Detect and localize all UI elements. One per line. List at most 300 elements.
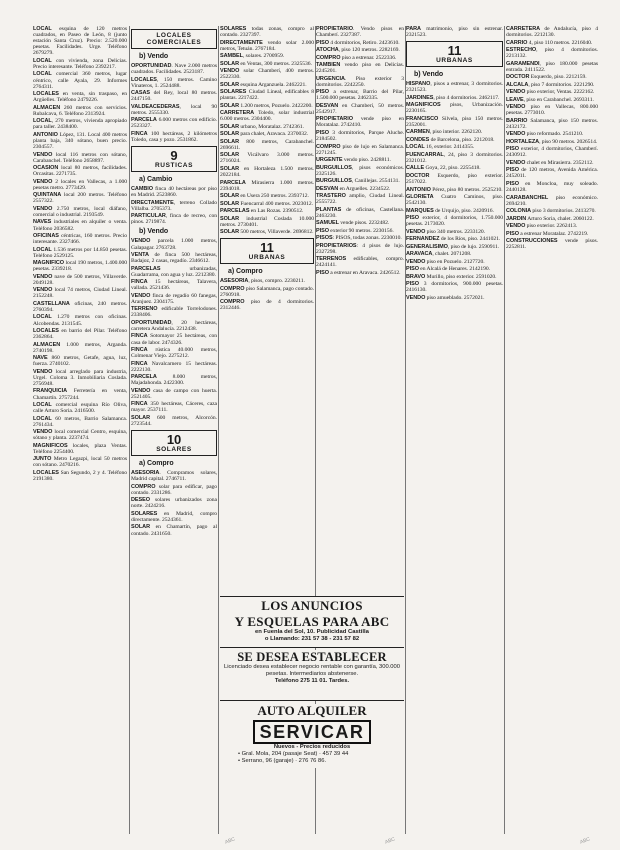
listing-keyword: LOCAL <box>33 71 52 78</box>
listing-keyword: PISO <box>406 215 419 222</box>
listings-c <box>131 238 217 427</box>
listing: ASESORIA. Compramos solares, Madrid capital. 2746711. <box>131 470 217 483</box>
listings-d <box>131 470 217 537</box>
listing-keyword: ANTONIO <box>406 186 431 193</box>
listing-keyword: VENDO <box>506 89 526 96</box>
listing: VENTA de finca 500 hectáreas, Badajoz, 2 casas, regadío. 2346612. <box>131 252 217 265</box>
listing-keyword: JUNTO <box>33 456 52 463</box>
listing-keyword: PISO <box>506 230 519 237</box>
section-name: URBANAS <box>436 57 473 65</box>
column-4 <box>316 26 404 594</box>
listing-keyword: ANTONIO <box>33 131 58 138</box>
listing: LOCAL comercial 360 metros, lugar céntrico, calle Ayala, 29. Informes 2764311. <box>33 71 127 90</box>
listing-keyword: ASESORIA <box>220 278 249 285</box>
listing-keyword: URGENCIA <box>316 75 345 82</box>
ad-anuncios-abc <box>220 596 404 648</box>
listing: SOLAR en Usera 250 metros. 2393712. <box>220 193 309 200</box>
subsection-label: a) Compro <box>228 268 263 276</box>
ad-se-desea-establecer <box>220 650 404 701</box>
listing-keyword: PISO <box>316 129 329 136</box>
listing-keyword: LOCAL <box>33 415 52 422</box>
listing: PARCELA Mirasierra 1.000 metros. 2394018. <box>220 179 314 192</box>
listing-keyword: LOCAL <box>33 402 52 409</box>
listing: LOCAL 60 metros, Barrio Salamanca. 2761434. <box>33 415 127 428</box>
listing: DIRECTAMENTE, terreno Collado Villalba. 2705373. <box>131 199 217 212</box>
listing-keyword: PISO <box>316 39 329 46</box>
listing-keyword: COMPRO <box>131 483 156 490</box>
listing-keyword: LOCALES <box>33 328 59 335</box>
listing: HISPANO, pisos a estrenar, 3 dormitorios. 2321523. <box>406 81 503 94</box>
listing-keyword: ESTRECHO <box>506 47 537 54</box>
listing: SOLAR 800 metros, Carabanchel. 2696611. <box>220 138 314 151</box>
listing: LOCAL esquina de 120 metros cuadrados, en Paseo de León, 8 (junto estación Santa Cruz). Precio: 2.520.000 pesetas. Facilidades. Urge. Teléfono 2679279. <box>33 26 127 57</box>
listing: LOCAL, 270 metros, vivienda apropiado para taller. 2438400. <box>33 118 127 131</box>
subsection-label: b) Vendo <box>414 71 444 79</box>
listing: SOLAR urbano, Moratalaz. 2742361. <box>220 123 304 130</box>
listing-keyword: CONDES <box>406 136 430 143</box>
ad-address: • Serrano, 96 (garaje) · 276 76 86. <box>238 758 327 764</box>
listing-keyword: VALDEACEDERAS <box>131 103 180 110</box>
section-name: SOLARES <box>156 446 192 454</box>
listing-keyword: URGENTE <box>316 157 343 164</box>
ad-line: o Llamando: 231 57 38 - 231 57 82 <box>264 636 360 642</box>
subsection-label: a) Cambio <box>139 176 173 184</box>
listing: ASESORIA, pisos, compro. 2230211. <box>220 278 305 285</box>
ad-brand: SERVICAR <box>253 720 372 744</box>
section-number: 11 <box>447 43 462 59</box>
listing: SOLAR en Ventas, 300 metros. 2325536. <box>220 60 312 67</box>
listing-keyword: DESVAN <box>316 102 339 109</box>
listing-keyword: CASTELLANA <box>33 300 70 307</box>
section-name: LOCALES COMERCIALES <box>146 32 202 46</box>
listing: FRANQUICIA Ferretería en venta, Chamartín. 2757244. <box>33 388 127 401</box>
listing: VENDO local comercial Centro, esquina, sótano y planta. 2237474. <box>33 429 127 442</box>
listing: FINCA 100 hectáreas, 2 kilómetros Toledo, casa y pozo. 2531862. <box>131 130 217 143</box>
listing-keyword: CARABANCHEL <box>506 194 549 201</box>
listing: FINCA Navalcarnero 15 hectáreas. 2222130. <box>131 360 217 373</box>
listing: PISO de 120 metros, Avenida América. 2452011. <box>506 167 598 180</box>
listing-keyword: LOCAL <box>406 144 425 151</box>
listing-keyword: FERNANDEZ <box>406 236 440 243</box>
listing: SOLARES todas zonas, compro al contado. 2327397. <box>220 26 314 39</box>
listing-keyword: PLANTAS <box>316 206 342 213</box>
listing-keyword: HORTALEZA <box>506 138 540 145</box>
listing: PISO exterior 90 metros. 2230156. <box>316 227 394 234</box>
listing-keyword: VENDO <box>506 104 526 111</box>
listing: ALCALA, piso 7 dormitorios. 2221290. <box>506 81 595 88</box>
listing: VENDO casa de campo con huerta. 2521405. <box>131 387 217 400</box>
column-3 <box>220 26 314 594</box>
listing-keyword: JARDIN <box>506 215 527 222</box>
listing: LOCAL con vivienda, zona Delicias. Precio interesante. Teléfono 2392217. <box>33 57 127 70</box>
listing-keyword: SOLAR <box>220 102 240 109</box>
listing-keyword: VENDO <box>506 159 526 166</box>
listing-keyword: DOCTOR <box>406 172 430 179</box>
listing: PARCELAS urbanizadas, Guadarrama, con agua y luz. 2212380. <box>131 265 217 278</box>
listing-keyword: COMPRO <box>220 299 245 306</box>
listing-keyword: CONSTRUCCIONES <box>506 238 558 245</box>
listing-keyword: SOLAR <box>220 165 240 172</box>
ad-heading: SE DESEA ESTABLECER <box>237 650 387 664</box>
listing: PISO en Alcalá de Henares. 2142190. <box>406 266 490 273</box>
listings-b <box>131 186 217 225</box>
listing-keyword: FINCA <box>131 401 148 408</box>
listing: PISO a estrenar Moratalaz. 2742219. <box>506 230 589 237</box>
column-rule <box>129 26 130 834</box>
listing: VALDEACEDERAS, local 90 metros. 2555330. <box>131 103 217 116</box>
listing: SOLAR para chalet, Aravaca. 2370032. <box>220 131 309 138</box>
column-6 <box>506 26 598 834</box>
listing: BARRIO Salamanca, piso 150 metros. 2432172. <box>506 117 598 130</box>
listing-keyword: TERRENOS <box>316 256 347 263</box>
listing-keyword: GENERALISIMO <box>406 243 448 250</box>
section-name: URBANAS <box>248 254 286 262</box>
listing-keyword: SOLAR <box>131 524 151 531</box>
ad-heading: LOS ANUNCIOS <box>261 598 363 613</box>
listing-keyword: PROPIETARIO <box>316 26 353 32</box>
column-rule <box>504 26 505 834</box>
listing-keyword: VENDO <box>506 223 526 230</box>
listing: PISO en Moncloa, muy soleado. 2440128. <box>506 180 598 194</box>
listing: SOLARES en Madrid, compro directamente. 2524361. <box>131 510 217 523</box>
listing: CONSTRUCCIONES vende pisos. 2252811. <box>506 238 598 251</box>
listings-b <box>220 278 314 311</box>
listing-keyword: BURGUILLOS <box>316 164 352 171</box>
ad-servicar <box>220 704 404 768</box>
listing-keyword: FRANCISCO <box>406 115 439 122</box>
listing-keyword: TAMBIEN <box>316 62 341 69</box>
subsection-label: b) Vendo <box>139 53 169 60</box>
listing: COMPRO piso a estrenar. 2522336. <box>316 54 397 61</box>
section-number: 10 <box>166 432 182 448</box>
listing: VENDO piso en Pozuelo. 2127720. <box>406 258 485 265</box>
listing-keyword: LOCAL <box>33 57 52 64</box>
listing-keyword: BURGUILLOS <box>316 178 352 185</box>
listing-keyword: OCASION <box>33 165 59 172</box>
listing: ESTRECHO, piso 4 dormitorios. 2213132. <box>506 47 598 60</box>
listing-keyword: OPORTUNIDAD <box>131 63 172 69</box>
listing: ALMACEN 1.000 metros, Arganda. 2740198. <box>33 341 127 354</box>
listing: OFICINAS céntricas, 160 metros. Precio interesante. 2327466. <box>33 232 127 246</box>
listing: JARDIN Arturo Soria, chalet. 2060122. <box>506 215 594 222</box>
listing: GENERALISIMO, piso de lujo. 2590911. <box>406 243 500 250</box>
listing: SAMUEL vende pisos. 2232482. <box>316 220 390 227</box>
listing: CASTELLANA oficinas, 240 metros. 2760394. <box>33 300 127 313</box>
listing: COLONIA piso 3 dormitorios. 2413270. <box>506 208 596 215</box>
listing: SOLAR esquina Arganzuela. 2462221. <box>220 81 307 88</box>
listing-keyword: FINCA <box>131 279 148 286</box>
listing: CALLE Goya, 22, piso. 2255418. <box>406 165 481 172</box>
listing-keyword: HISPANO <box>406 81 431 88</box>
listing-keyword: ASESORIA <box>131 470 160 477</box>
listing: LOCALES en venta, sin traspaso, en Argüelles. Teléfono 2479226. <box>33 91 127 104</box>
listing: JUNTO Metro Legazpi, local 50 metros con sótano. 2470216. <box>33 456 127 469</box>
listing: PARCELA 8.000 metros, Majadahonda. 2422300. <box>131 374 217 387</box>
listing: OPORTUNIDAD. Nave 2.000 metros cuadrados. Facilidades. 2523187. <box>131 63 217 76</box>
listing-keyword: VENDO <box>131 387 151 394</box>
listing-keyword: SOLAR <box>220 138 240 145</box>
listing-keyword: LOCALES <box>33 91 59 98</box>
listing: FINCA rústica 40.000 metros, Colmenar Viejo. 2275212. <box>131 347 217 360</box>
listing-keyword: LOCAL <box>33 118 52 125</box>
listing-keyword: PISO <box>316 89 329 96</box>
listing: TAMBIEN vendo piso en Delicias. 2245201. <box>316 62 404 75</box>
subsection-label: a) Compro <box>139 460 174 468</box>
listing: LOCAL 1.536 metros por 14.850 pesetas. Teléfono 2529125. <box>33 246 127 259</box>
listing-keyword: NAVES <box>33 219 52 226</box>
section-header-urbanas <box>220 238 314 264</box>
listing: FINCA 350 hectáreas, Cáceres, caza mayor. 2537111. <box>131 401 217 414</box>
listing-keyword: DESVAN <box>316 185 339 192</box>
listing: SAMBEL, solares. 2700959. <box>220 53 285 60</box>
listing: PISO a estrenar, Barrio del Pilar, 1.500.000 pesetas. 2462335. <box>316 89 404 102</box>
listing-keyword: SOLAR <box>220 131 240 138</box>
listing-keyword: FINCA <box>131 333 148 340</box>
listings-a <box>131 63 217 143</box>
listing-keyword: SOLAR <box>220 60 240 67</box>
listing: JARDINES, piso 4 dormitorios. 2462117. <box>406 94 500 101</box>
listing-keyword: COMPRO <box>220 285 245 292</box>
listing: FRANCISCO Silvela, piso 150 metros. 2352001. <box>406 115 503 128</box>
listing: DESVAN en Chamberí, 50 metros. 2542917. <box>316 102 404 115</box>
listing: CASAS del Rey, local 80 metros. 2447150. <box>131 90 217 103</box>
listing: VENDO piso reformado. 2541210. <box>506 131 584 138</box>
listing: VENDO local 116 metros con sótano, Carabanchel. Teléfono 2658897. <box>33 151 127 164</box>
listing-keyword: PISO <box>316 269 329 276</box>
listing-keyword: CARRETERA <box>220 110 255 117</box>
listing: CARABANCHEL piso económico. 2694210. <box>506 194 598 207</box>
listing: PARCELAS en Las Rozas. 2390512. <box>220 208 304 215</box>
column-2 <box>131 26 217 834</box>
listing: FINCA 15 hectáreas, Talavera, vallada. 2521436. <box>131 279 217 292</box>
listing: VENDO local 74 metros, Ciudad Lineal. 2152248. <box>33 287 127 300</box>
listing: PROPIETARIO. Vendo pisos en Chamberí. 2327387. <box>316 26 404 39</box>
listing-keyword: MAGNIFICOS <box>33 442 68 449</box>
listing-keyword: ALMACEN <box>33 104 61 111</box>
listing-keyword: TERRENO <box>131 306 158 313</box>
section-header-urbanas-vendo <box>406 41 503 67</box>
listing-keyword: FINCA <box>131 347 148 354</box>
listing-keyword: MAGNIFICOS <box>406 102 441 109</box>
listing: COMPRO piso Salamanca, pago contado. 2760918. <box>220 285 314 298</box>
listing-keyword: CARRIO <box>506 39 528 46</box>
listing-keyword: LOCALES <box>131 76 157 83</box>
listing: SOLAR en Chamartín, pago al contado. 2431650. <box>131 524 217 537</box>
listing-keyword: COMPRO <box>316 54 341 61</box>
listing-keyword: GLORIETA <box>406 193 434 200</box>
listing: CARRETERA Toledo, solar industrial 6.000 metros. 2304400. <box>220 110 314 123</box>
subsection-label: b) Vendo <box>139 228 169 236</box>
listing: MAGNIFICOS pisos, Urbanización. 2230165. <box>406 102 503 115</box>
listing-keyword: VENDO <box>33 287 53 294</box>
ad-line: Teléfono 275 11 01. Tardes. <box>274 677 350 684</box>
watermark-mark: ABC <box>384 836 396 846</box>
listing-keyword: VENDO <box>33 273 53 280</box>
listing: ANTONIO Pérez, piso 80 metros. 2525210. <box>406 186 503 193</box>
listing: SOLARES Ciudad Lineal, edificables 8 plantas. 2217422. <box>220 89 314 102</box>
listing-keyword: ALMACEN <box>33 341 61 348</box>
listing-keyword: SOLAR <box>220 152 240 159</box>
listing: GLORIETA Cuatro Caminos, piso. 2542130. <box>406 193 503 207</box>
listing-keyword: PARA <box>406 26 421 32</box>
listing: ATOCHA, piso 120 metros. 2282169. <box>316 47 400 54</box>
listing-keyword: SOLAR <box>220 215 240 222</box>
section-header-locales <box>131 29 217 49</box>
section-number: 9 <box>170 148 178 164</box>
listing-keyword: CARMEN <box>406 129 430 136</box>
listing-keyword: FUENCARRAL <box>406 151 444 158</box>
listing-keyword: TRASTERO <box>316 193 346 200</box>
listing-keyword: PISOS <box>316 235 333 242</box>
listing: VENDO piso exterior. 2262413. <box>506 223 578 230</box>
listing: VENDO parcela 1.000 metros, Galapagar. 2763728. <box>131 238 217 251</box>
listing-keyword: VENDO <box>131 292 151 299</box>
listing-keyword: SOLAR <box>220 81 240 88</box>
listing: PISOS: PISOS, todas zonas. 2230010. <box>316 235 402 242</box>
listing: MAGNIFICO local 190 metros, 1.400.000 pesetas. 2339218. <box>33 260 127 273</box>
listing-keyword: PARTICULAR <box>131 213 166 220</box>
listing: PISO exterior, 4 dormitorios, Chamberí. 2430912. <box>506 146 598 159</box>
column-rule <box>218 26 219 834</box>
listing: VENDO 2 locales en Vallecas, a 1.000 pesetas metro. 2773429. <box>33 178 127 191</box>
listings-b <box>406 81 503 301</box>
listing: DIRECTAMENTE vendo solar 2.000 metros, Tetuán. 2767184. <box>220 39 314 52</box>
listing: DESVAN en Arguelles. 2234522. <box>316 185 391 192</box>
ad-line: en Fuenla del Sol, 10. Publicidad Castilla <box>255 629 369 635</box>
listing-keyword: CASAS <box>131 90 151 97</box>
listing: FERNANDEZ de los Ríos, piso. 2441021. <box>406 236 501 243</box>
watermark-mark: ABC <box>579 836 591 846</box>
ad-address: • Gral. Mola, 204 (pasaje Seat) · 457 39 44 <box>238 751 349 757</box>
listing-keyword: QUINTANA <box>33 192 62 199</box>
listing-keyword: LOCALES <box>33 469 59 476</box>
listing-keyword: VENDO <box>33 151 53 158</box>
listing-keyword: FRANQUICIA <box>33 388 68 395</box>
listing: VENDO solar Chamberí, 400 metros. 2522330. <box>220 68 314 81</box>
listing: TRASTERO amplio, Ciudad Lineal. 2555722. <box>316 193 404 206</box>
listing-keyword: DESEO <box>131 497 151 504</box>
listing-keyword: PARCELAS <box>131 265 161 272</box>
listing-keyword: PARCELAS <box>220 208 250 215</box>
listing: CARRETERA de Andalucía, piso 4 dormitorios. 2212130. <box>506 26 598 39</box>
listing-keyword: VENDO <box>406 228 426 235</box>
listing-keyword: ARAVACA <box>406 251 433 258</box>
listing-keyword: PISO <box>506 180 519 187</box>
listing-keyword: PISO <box>316 227 329 234</box>
listing-keyword: OPORTUNIDAD <box>131 319 172 326</box>
listing: FUENCARRAL, 24, piso 3 dormitorios. 2321012. <box>406 151 503 164</box>
listing: NAVES industriales en alquiler o venta. Teléfono 2036582. <box>33 219 127 232</box>
listing-keyword: PISO <box>406 266 419 273</box>
listing-keyword: COMPRO <box>316 143 341 150</box>
listing: SOLAR Vicálvaro 3.000 metros. 2716024. <box>220 152 314 165</box>
listing-keyword: PROPIETARIO <box>316 116 353 123</box>
listing-keyword: BRAVO <box>406 273 426 280</box>
listing: COMPRO piso de 4 dormitorios. 2312446. <box>220 299 314 312</box>
listing: PARA matrimonio, piso sin estrenar. 2321523. <box>406 26 503 39</box>
listing: GARAMENDI, piso 180.000 pesetas entrada. 2411522. <box>506 60 598 73</box>
listing-keyword: CARRETERA <box>506 26 541 32</box>
listing-keyword: PISO <box>506 146 519 153</box>
listing-keyword: LOCAL <box>33 26 52 32</box>
column-1 <box>33 26 127 834</box>
listings-a <box>406 26 503 38</box>
listing: PARTICULAR, finca de recreo, con pinos. 2719874. <box>131 213 217 226</box>
section-name: RUSTICAS <box>154 162 194 170</box>
listing: PROPIETARIOS: 4 pisos de lujo. 2327298. <box>316 242 404 255</box>
listing: CARMEN, piso interior. 2262120. <box>406 129 483 136</box>
listing-keyword: LEAVE <box>506 96 524 103</box>
watermark-mark: ABC <box>224 836 236 846</box>
listing: COMPRO piso de lujo en Salamanca. 2271245. <box>316 143 404 156</box>
listing-keyword: BARRIO <box>506 117 528 124</box>
listing: VENDO piso exterior, Ventas. 2222162. <box>506 89 595 96</box>
listing-keyword: MAGNIFICO <box>33 260 65 267</box>
listing: ANTONIO López, 131. Local 400 metros planta baja, 340 sótano, buen precio. 2304557. <box>33 131 127 151</box>
listing-keyword: LOCAL <box>33 314 52 321</box>
listing-keyword: VENDO <box>506 131 526 138</box>
listing: SOLAR industrial Coslada 10.000 metros. 2730401. <box>220 215 314 228</box>
listing-keyword: OFICINAS <box>33 232 59 239</box>
listing: TERRENO edificable Torrelodones. 2338406. <box>131 306 217 319</box>
listing-keyword: ATOCHA <box>316 47 339 54</box>
listing-keyword: VENDO <box>33 368 53 375</box>
listing: SOLAR 500 metros, Villaverde. 2696812. <box>220 229 314 236</box>
listing-keyword: DIRECTAMENTE <box>131 199 174 206</box>
listing: TERRENOS edificables, compro. 2424141. <box>316 256 404 269</box>
listing: OPORTUNIDAD, 20 hectáreas, carretera Andalucía. 2212438. <box>131 319 217 332</box>
listing: MAGNIFICOS locales, plaza Ventas. Teléfono 2254400. <box>33 442 127 455</box>
listing: LOCALES en barrio del Pilar. Teléfono 2362864. <box>33 328 127 341</box>
listing: LEAVE, piso en Carabanchel. 2693311. <box>506 96 594 103</box>
listing-keyword: SAMUEL <box>316 220 339 227</box>
listing-keyword: FINCA <box>131 360 148 367</box>
listing: PISO 4 dormitorios, Retiro. 2423610. <box>316 39 400 46</box>
listing-keyword: VENDO <box>33 205 53 212</box>
listing: SOLAR en Hortaleza 1.500 metros. 2022184. <box>220 165 314 179</box>
listing-keyword: SOLAR <box>131 414 151 421</box>
listing: PLANTAS de oficinas, Castellana. 2463230. <box>316 206 404 219</box>
listing: LOCALES, 150 metros. Camino Vinateros, 1. 2524488. <box>131 76 217 89</box>
listing: SOLAR 1.200 metros, Pozuelo. 2422200. <box>220 102 313 109</box>
section-header-solares <box>131 430 217 456</box>
listing-keyword: MARQUES <box>406 207 434 214</box>
listing-keyword: SOLARES <box>220 89 247 96</box>
listing-keyword: PARCELA <box>220 179 246 186</box>
listing: HORTALEZA, piso 90 metros. 2026514. <box>506 138 598 145</box>
listing-keyword: PROPIETARIOS <box>316 242 357 249</box>
listing-keyword: CAMBIO <box>131 186 154 193</box>
listing-keyword: SOLAR <box>220 229 240 236</box>
listing: ARAVACA, chalet. 2071208. <box>406 251 472 258</box>
ad-line: Licenciado desea establecer negocio rentable con garantía, 300.000 pesetas. Intermediarios abstenerse. <box>224 664 400 677</box>
listing-keyword: PISO <box>406 281 419 288</box>
listing: CONDES de Barcelona, piso. 2212018. <box>406 136 495 143</box>
listing-keyword: PARCELA <box>131 374 157 381</box>
listing: VENDO local arreglado para industria, Urgel. Coloma 3. Inmobiliaria Coslada. 2756948. <box>33 368 127 387</box>
listing: VENDO nave de 500 metros, Villaverde. 2049128. <box>33 273 127 286</box>
listing: FINCA Sotomayor 25 hectáreas, con casa de labor. 2474326. <box>131 333 217 346</box>
listing: PISO 3 dormitorios, Parque Aluche. 2184502. <box>316 129 404 143</box>
listing-keyword: SOLAR <box>220 200 240 207</box>
listing: VENDO piso 340 metros. 2233120. <box>406 228 485 235</box>
listing-keyword: NAVE <box>33 355 48 362</box>
listing-keyword: VENDO <box>33 429 53 436</box>
listing: VENDO 2.750 metros, local diáfano, comercial o industrial. 2193549. <box>33 205 127 218</box>
listing: CARRIO 4, piso 110 metros. 2216040. <box>506 39 593 46</box>
section-number: 11 <box>260 240 274 256</box>
listing: DOCTOR Esquerdo, piso exterior. 2517022. <box>406 172 503 186</box>
